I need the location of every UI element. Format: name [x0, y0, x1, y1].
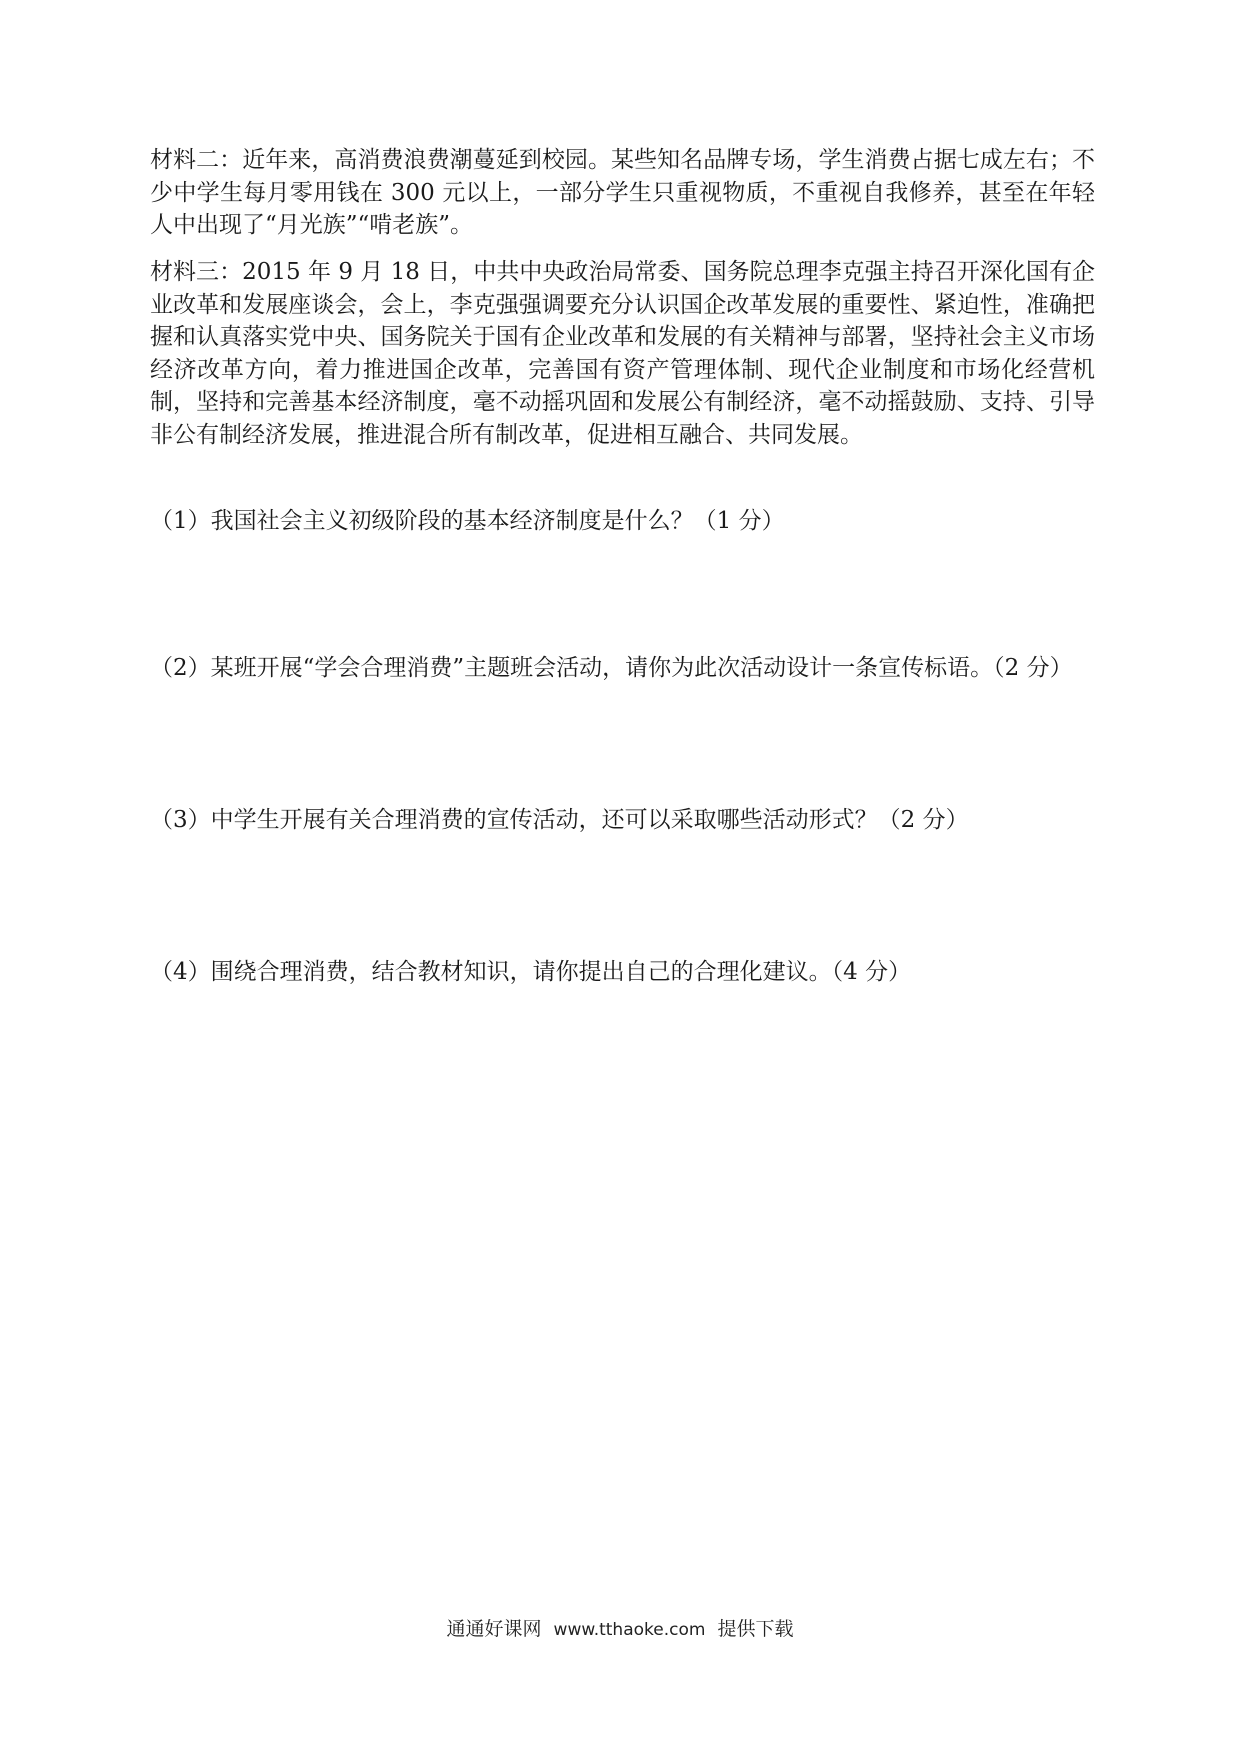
- question-3: （3）中学生开展有关合理消费的宣传活动，还可以采取哪些活动形式？（2 分）: [150, 807, 969, 833]
- page-footer: [0, 1617, 1240, 1642]
- material-three-paragraph: 材料三：2015 年 9 月 18 日，中共中央政治局常委、国务院总理李克强主持召开深化国有企业改革和发展座谈会，会上，李克强强调要充分认识国企改革发展的重要性、紧迫性，准确把握和认真落实党中央、国务院关于国有企业改革和发展的有关精神与部署，坚持社会主义市场经济改革方向，着力推进国企改革，完善国有资产管理体制、现代企业制度和市场化经营机制，坚持和完善基本经济制度，毫不动摇巩固和发展公有制经济，毫不动摇鼓励、支持、引导非公有制经济发展，推进混合所有制改革，促进相互融合、共同发展。: [150, 259, 1095, 448]
- footer-url: www.tthaoke.com: [553, 1620, 706, 1640]
- question-1: （1）我国社会主义初级阶段的基本经济制度是什么？（1 分）: [150, 508, 785, 534]
- footer-site-name: 通通好课网: [446, 1618, 542, 1640]
- material-two-paragraph: 材料二：近年来，高消费浪费潮蔓延到校园。某些知名品牌专场，学生消费占据七成左右；不少中学生每月零用钱在 300 元以上，一部分学生只重视物质，不重视自我修养，甚至在年轻人中出现了“月光族”“啃老族”。: [150, 147, 1095, 239]
- question-2: （2）某班开展“学会合理消费”主题班会活动，请你为此次活动设计一条宣传标语。（2 分）: [150, 655, 1073, 681]
- question-4: （4）围绕合理消费，结合教材知识，请你提出自己的合理化建议。（4 分）: [150, 959, 912, 985]
- footer-suffix: 提供下载: [717, 1618, 794, 1640]
